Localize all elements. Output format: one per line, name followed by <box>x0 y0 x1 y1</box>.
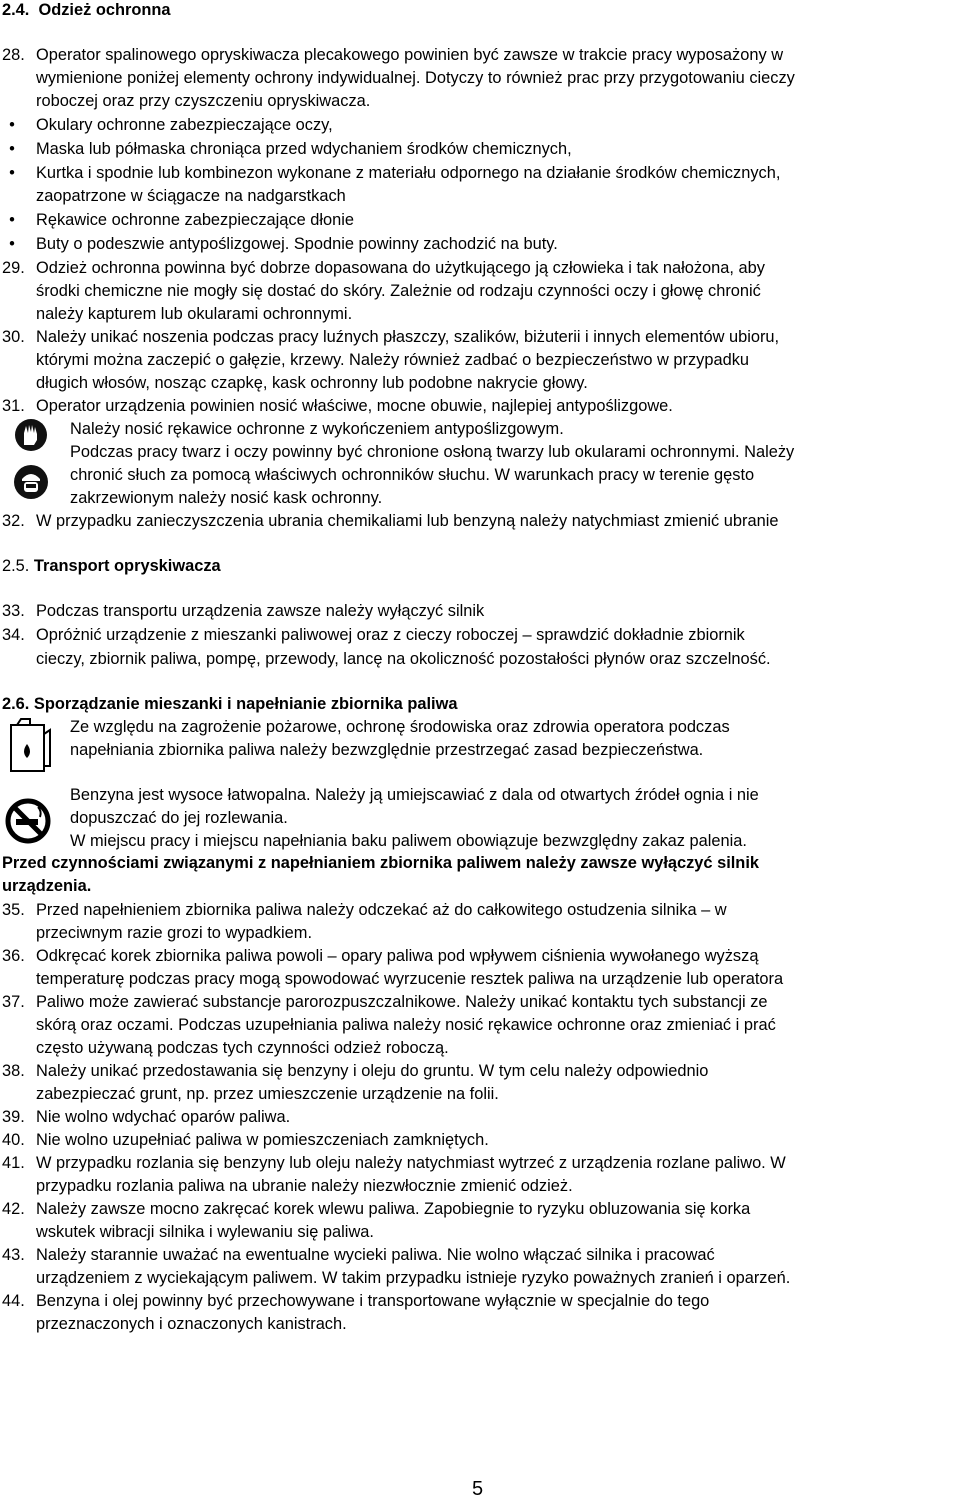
document-page: 2.4. Odzież ochronna 28. Operator spalinowego opryskiwacza plecakowego powinien być zawsze w trakcie pracy wyposażony w wymienione poniżej elementy ochrony indywidualnej. Dotyczy to również prac przy przygotowaniu cieczy roboczej oraz przy czyszczeniu opryskiwacza. • Okulary ochronne zabezpieczające oczy, • Maska lub półmaska chroniąca przed wdychaniem środków chemicznych, • Kurtka i spodnie lub kombinezon wykonane z materiału odpornego na działanie środków chemicznych, zaopatrzone w ściągacze na nadgarstkach • Rękawice ochronne zabezpieczające dłonie • Buty o podeszwie antypoślizgowej. Spodnie powinny zachodzić na buty. 29. Odzież ochronna powinna być dobrze dopasowana do użytkującego ją człowieka i tak nałożona, aby środki chemiczne nie mogły się dostać do skóry. Zależnie od rodzaju czynności oczy i głowę chronić należy kapturem lub okularami ochronnymi. 30. Należy unikać noszenia podczas pracy luźnych płaszczy, szalików, biżuterii i innych elementów ubioru, którymi można zaczepić o gałęzie, krzewy. Należy również zadbać o bezpieczeństwo w przypadku długich włosów, nosząc czapkę, kask ochronny lub podobne nakrycie głowy. 31. Operator urządzenia powinien nosić właściwe, mocne obuwie, najlepiej antypoślizgowe. Należy nosić rękawice ochronne z wykończeniem antypoślizgowym. Podczas pracy twarz i oczy powinny być chronione osłoną twarzy lub okularami ochronnymi. Należy chronić słuch za pomocą właściwych ochronników słuchu. W warunkach pracy w terenie gęsto zakrzewionym należy nosić kask ochronny. 32. W przypadku zanieczyszczenia ubrania chemikaliami lub benzyną należy natychmiast zmienić ubranie 2.5. Transport opryskiwacza 33. Podczas transportu urządzenia zawsze należy wyłączyć silnik 34. Opróżnić urządzenie z mieszanki paliwowej oraz z cieczy roboczej – sprawdzić dokładnie zbiornik cieczy, zbiornik paliwa, pompę, przewody, lancę na okoliczność pozostałości płynów oraz szczelność. 2.6. Sporządzanie mieszanki i napełnianie zbiornika paliwa Ze względu na zagrożenie pożarowe, ochronę środowiska oraz zdrowia operatora podczas napełniania zbiornika paliwa należy bezwzględnie przestrzegać zasad bezpieczeństwa. Benzyna jest wysoce łatwopalna. Należy ją umiejscawiać z dala od otwartych źródeł ognia i nie dopuszczać do jej rozlewania. W miejscu pracy i miejscu napełniania baku paliwem obowiązuje bezwzględny zakaz palenia. Przed czynnościami związanymi z napełnianiem zbiornika paliwem należy zawsze wyłączyć silnik urządzenia. 35. Przed napełnieniem zbiornika paliwa należy odczekać aż do całkowitego ostudzenia silnika – w przeciwnym razie grozi to wypadkiem. 36. Odkręcać korek zbiornika paliwa powoli – opary paliwa pod wpływem ciśnienia wywołanego wyższą temperaturę podczas pracy mogą spowodować wyrzucenie resztek paliwa na urządzenie lub operatora 37. Paliwo może zawierać substancje parorozpuszczalnikowe. Należy unikać kontaktu tych substancji ze skórą oraz oczami. Podczas uzupełniania paliwa należy nosić rękawice ochronne oraz zmieniać i prać często używaną podczas tych czynności odzież roboczą. 38. Należy unikać przedostawania się benzyny i oleju do gruntu. W tym celu należy odpowiednio zabezpieczać grunt, np. przez umieszczenie urządzenie na folii. 39. Nie wolno wdychać oparów paliwa. 40. Nie wolno uzupełniać paliwa w pomieszczeniach zamkniętych. 41. W przypadku rozlania się benzyny lub oleju należy natychmiast wytrzeć z urządzenia rozlane paliwo. W przypadku rozlania paliwa na ubranie należy niezwłocznie zmienić odzież. 42. Należy zawsze mocno zakręcać korek wlewu paliwa. Zapobiegnie to ryzyku obluzowania się korka wskutek wibracji silnika i wylewaniu się paliwa. 43. Należy starannie uważać na ewentualne wycieki paliwa. Nie wolno włączać silnika i pracować urządzeniem z wyciekającym paliwem. W takim przypadku istnieje ryzyko poważnych zranień i oparzeń. 44. Benzyna i olej powinny być przechowywane i transportowane wyłącznie w specjalnie do tego przeznaczonych i oznaczonych kanistrach. 5 <box>2 1 795 1500</box>
bullet-item: Maska lub półmaska chroniąca przed wdychaniem środków chemicznych, <box>36 140 572 158</box>
section-heading-2-5: 2.5. Transport opryskiwacza <box>2 557 221 575</box>
bullet-marker: • <box>9 116 15 134</box>
no-smoking-icon <box>4 797 52 845</box>
face-shield-icon <box>13 464 49 500</box>
gloves-icon <box>13 418 49 452</box>
fuel-can-icon <box>8 716 54 774</box>
bullet-marker: • <box>9 235 15 253</box>
bullet-item: Kurtka i spodnie lub kombinezon wykonane z materiału odpornego na działanie środków chemicznych, <box>36 164 781 182</box>
section-heading-2-4: 2.4. Odzież ochronna <box>2 1 171 19</box>
bullet-marker: • <box>9 211 15 229</box>
bullet-item: Okulary ochronne zabezpieczające oczy, <box>36 116 333 134</box>
bullet-item: Buty o podeszwie antypoślizgowej. Spodnie powinny zachodzić na buty. <box>36 235 558 253</box>
bullet-marker: • <box>9 164 15 182</box>
bullet-item-continuation: zaopatrzone w ściągacze na nadgarstkach <box>36 187 346 205</box>
page-number: 5 <box>472 1478 484 1500</box>
bullet-item: Rękawice ochronne zabezpieczające dłonie <box>36 211 354 229</box>
bullet-marker: • <box>9 140 15 158</box>
section-heading-2-6: 2.6. Sporządzanie mieszanki i napełnianie zbiornika paliwa <box>2 695 458 713</box>
